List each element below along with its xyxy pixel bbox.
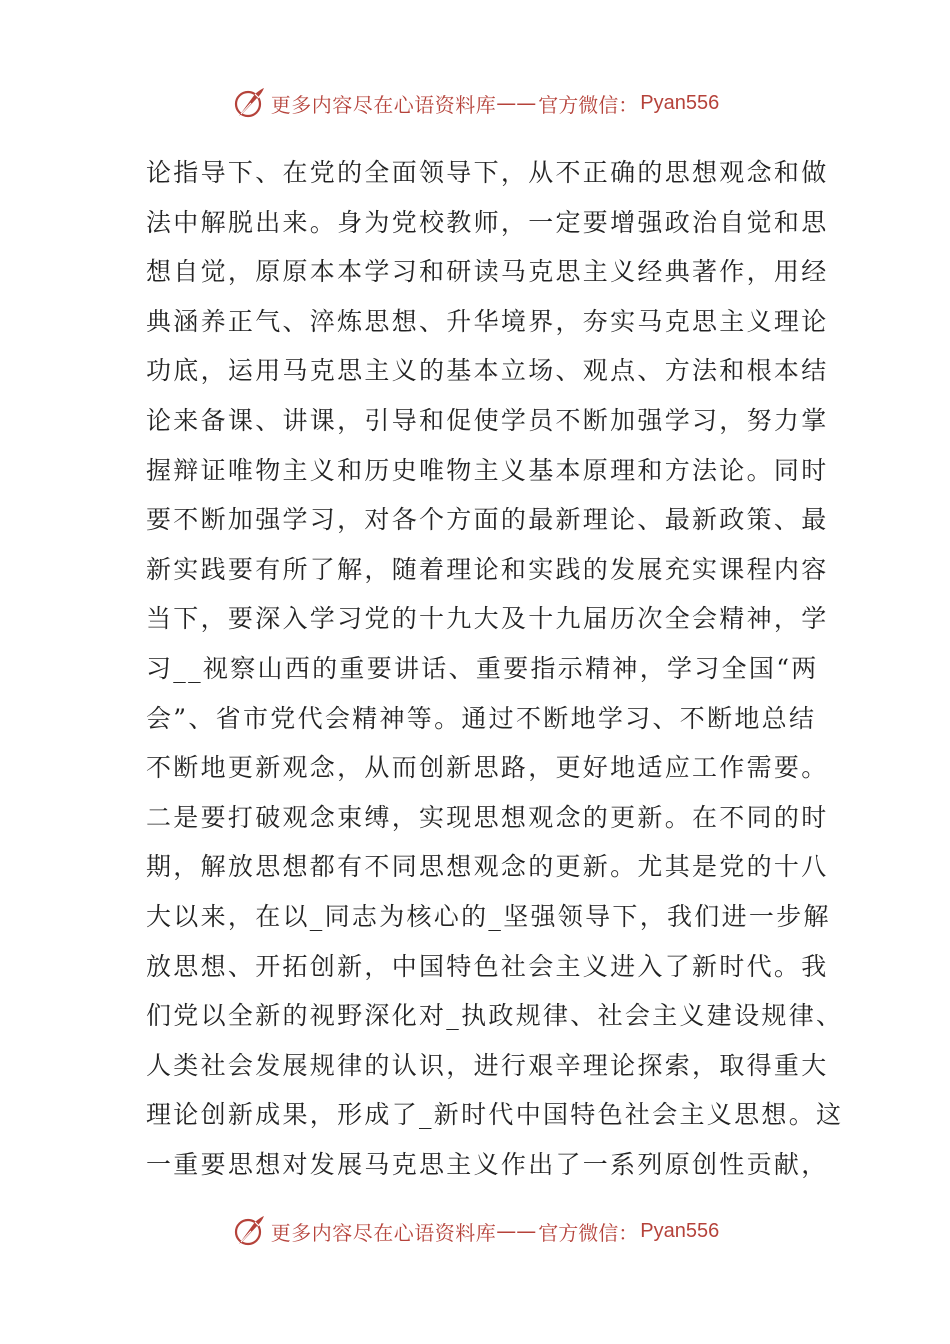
banner-slogan: 更多内容尽在心语资料库 — [270, 92, 497, 117]
banner-wechat-id: Pyan556 — [640, 91, 720, 114]
text-line: 新实践要有所了解，随着理论和实践的发展充实课程内容 — [146, 554, 829, 584]
text-line: 期，解放思想都有不同思想观念的更新。尤其是党的十八 — [146, 852, 829, 882]
text-line: 想自觉，原原本本学习和研读马克思主义经典著作，用经 — [146, 257, 829, 287]
text-line: 一重要思想对发展马克思主义作出了一系列原创性贡献， — [146, 1149, 829, 1179]
text-line: 们党以全新的视野深化对_执政规律、社会主义建设规律、 — [146, 1001, 844, 1031]
text-line: 功底，运用马克思主义的基本立场、观点、方法和根本结 — [146, 356, 829, 386]
text-line: 大以来，在以_同志为核心的_坚强领导下，我们进一步解 — [146, 901, 831, 931]
text-line: 握辩证唯物主义和历史唯物主义基本原理和方法论。同时 — [146, 455, 829, 485]
text-line: 人类社会发展规律的认识，进行艰辛理论探索，取得重大 — [146, 1050, 829, 1080]
banner-wechat-label: 官方微信： — [538, 1220, 639, 1245]
text-line: 二是要打破观念束缚，实现思想观念的更新。在不同的时 — [146, 802, 829, 832]
banner-wechat-label: 官方微信： — [538, 92, 639, 117]
text-line: 要不断加强学习，对各个方面的最新理论、最新政策、最 — [146, 505, 829, 535]
text-line: 当下，要深入学习党的十九大及十九届历次全会精神，学 — [146, 604, 829, 634]
text-line: 典涵养正气、淬炼思想、升华境界，夯实马克思主义理论 — [146, 306, 829, 336]
text-line: 会”、省市党代会精神等。通过不断地学习、不断地总结 — [146, 703, 817, 733]
text-line: 放思想、开拓创新，中国特色社会主义进入了新时代。我 — [146, 951, 829, 981]
text-line: 不断地更新观念，从而创新思路，更好地适应工作需要。 — [146, 753, 829, 783]
text-line: 论来备课、讲课，引导和促使学员不断加强学习，努力掌 — [146, 405, 829, 435]
banner-separator: —— — [496, 1219, 537, 1243]
text-line: 习__视察山西的重要讲话、重要指示精神，学习全国“两 — [146, 653, 819, 683]
quill-pen-circle-icon — [231, 1213, 267, 1249]
banner-separator: —— — [496, 91, 537, 115]
text-line: 法中解脱出来。身为党校教师，一定要增强政治自觉和思 — [146, 207, 829, 237]
banner-wechat-id: Pyan556 — [640, 1219, 720, 1242]
footer-banner — [0, 1211, 950, 1251]
banner-slogan: 更多内容尽在心语资料库 — [270, 1220, 497, 1245]
text-line: 论指导下、在党的全面领导下，从不正确的思想观念和做 — [146, 158, 829, 187]
document-body — [146, 148, 844, 1189]
header-banner — [0, 83, 950, 123]
quill-pen-circle-icon — [231, 85, 267, 121]
text-line: 理论创新成果，形成了_新时代中国特色社会主义思想。这 — [146, 1100, 844, 1130]
